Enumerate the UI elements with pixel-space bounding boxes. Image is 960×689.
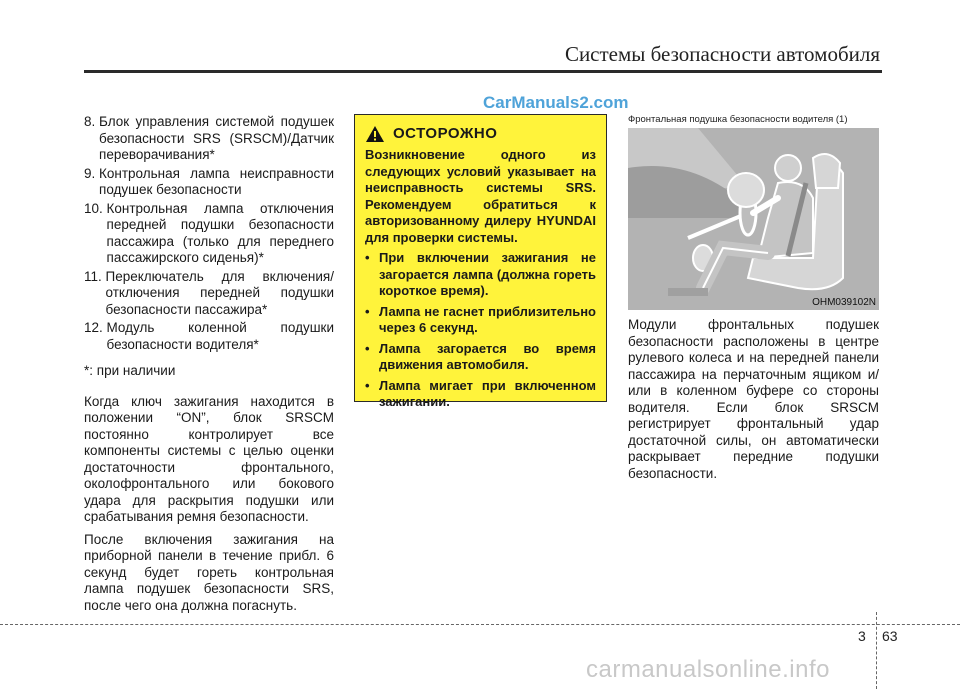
figure-code: OHM039102N [812,297,876,308]
list-text: Контрольная лампа отключения передней подушки безопасности пассажира (только для переднего пассажирского сиденья)* [106,200,334,265]
warning-item-text: При включении зажигания не загорается лампа (должна гореть короткое время). [379,250,596,298]
warning-item-text: Лампа не гаснет приблизительно через 6 секунд. [379,303,596,335]
warning-header [365,125,596,143]
list-text: Переключатель для включения/ отключения передней подушки безопасности пассажира* [105,268,334,317]
warning-item-text: Лампа мигает при включенном зажигании. [379,377,596,409]
bullet-icon: • [365,340,370,356]
header-rule [84,70,882,73]
list-number: 11. [84,268,106,284]
figure-caption: Фронтальная подушка безопасности водителя (1) [628,114,848,125]
warning-list [365,250,596,411]
airbag-illustration [628,128,879,310]
warning-triangle-icon [365,125,385,143]
right-column [628,317,879,488]
warning-intro: Возникновение одного из следующих условий указывает на неисправность системы SRS. Рекомендуем обратиться к авторизованному дилеру HYUNDAI для проверки системы. [365,147,596,245]
page-number: 63 [882,628,898,644]
warning-box [354,114,607,409]
warning-item [365,378,596,411]
list-number: 9. [84,165,100,181]
chapter-number: 3 [858,628,866,644]
watermark-bottom[interactable]: carmanualsonline.info [586,656,830,683]
warning-item-text: Лампа загорается во время движения автомобиля. [379,340,596,372]
bullet-icon: • [365,377,370,393]
list-item [84,114,334,164]
footnote: *: при наличии [84,363,176,378]
list-item [84,320,334,353]
bullet-icon: • [365,250,370,265]
list-item [84,166,334,199]
list-number: 8. [84,114,100,129]
warning-title: ОСТОРОЖНО [393,124,498,142]
list-number: 10. [84,200,107,216]
warning-item [365,341,596,374]
footer-separator [876,612,877,689]
left-column [84,114,334,620]
watermark-top[interactable]: CarManuals2.com [483,93,629,112]
warning-item [365,304,596,337]
list-text: Контрольная лампа неисправности подушек безопасности [99,165,334,197]
body-paragraph: Модули фронтальных подушек безопасности расположены в центре рулевого колеса и на передней панели пассажира на перчаточным ящиком и/или в коленном буфере со стороны водителя. Если блок SRSCM регистрирует фронтальный удар достаточной силы, он автоматически раскрывает передние подушки безопасности. [628,317,879,481]
body-paragraph: После включения зажигания на приборной панели в течение прибл. 6 секунд будет гореть контрольная лампа подушек безопасности SRS, после чего она должна погаснуть. [84,531,334,613]
bullet-icon: • [365,303,370,319]
list-number: 12. [84,320,107,335]
list-item [84,201,334,267]
list-text: Блок управления системой подушек безопасности SRS (SRSCM)/Датчик переворачивания* [99,114,334,162]
list-text: Модуль коленной подушки безопасности водителя* [106,320,334,352]
list-item [84,269,334,319]
page-header-title: Системы безопасности автомобиля [564,42,880,66]
footer-rule [0,624,960,625]
warning-item [365,250,596,300]
driver-airbag-illustration-icon [628,128,879,310]
body-paragraph: Когда ключ зажигания находится в положении “ON”, блок SRSCM постоянно контролирует все компоненты системы с целью оценки достаточности фронтального, околофронтального или бокового удара для раскрытия подушки или срабатывания ремня безопасности. [84,393,334,524]
